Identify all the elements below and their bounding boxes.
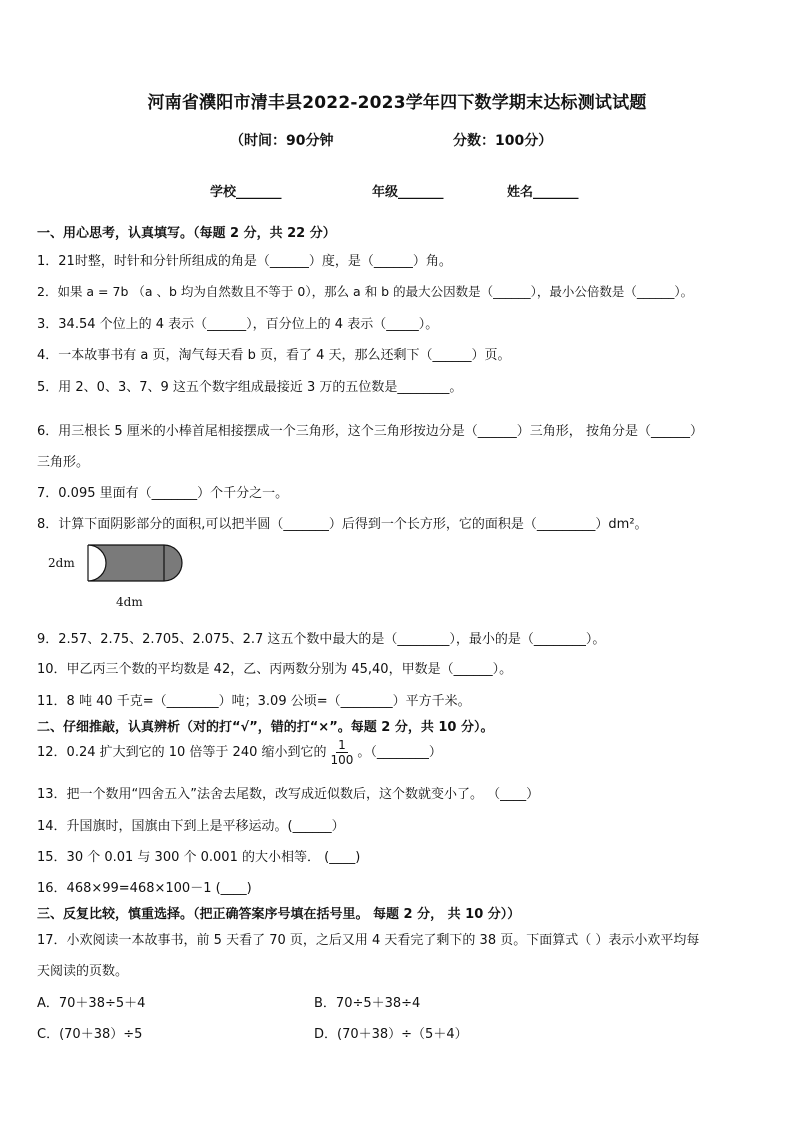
fraction-numerator: 1 [338, 738, 346, 752]
question-3: 3．34.54 个位上的 4 表示（______），百分位上的 4 表示（_____）。 [37, 317, 439, 332]
question-5: 5．用 2、0、3、7、9 这五个数字组成最接近 3 万的五位数是________。 [37, 380, 463, 395]
question-1: 1．21时整，时针和分针所组成的角是（______）度，是（______）角。 [37, 254, 452, 269]
question-2: 2．如果 a = 7b （a 、b 均为自然数且不等于 0），那么 a 和 b 的最大公因数是（______），最小公倍数是（______）。 [37, 284, 694, 299]
question-7: 7．0.095 里面有（_______）个千分之一。 [37, 486, 289, 501]
section-3-heading: 三、反复比较，慎重选择。（把正确答案序号填在括号里。 每题 2 分， 共 10 分）） [37, 907, 521, 922]
option-a[interactable]: A．70＋38÷5＋4 [37, 996, 146, 1011]
time-label: （时间：90分钟 [230, 133, 334, 149]
fraction [329, 738, 356, 767]
question-15: 15．30 个 0.01 与 300 个 0.001 的大小相等． (____) [37, 850, 361, 865]
height-label: 2dm [48, 556, 75, 570]
question-4: 4．一本故事书有 a 页，淘气每天看 b 页，看了 4 天，那么还剩下（______）页。 [37, 348, 511, 363]
option-d[interactable]: D．(70＋38）÷（5＋4） [314, 1027, 468, 1042]
option-b[interactable]: B．70÷5＋38÷4 [314, 996, 421, 1011]
section-2-heading: 二、仔细推敲，认真辨析（对的打“√”，错的打“×”。每题 2 分，共 10 分）。 [37, 720, 494, 735]
option-c[interactable]: C．(70＋38）÷5 [37, 1027, 143, 1042]
school-field[interactable]: 学校_______ [210, 185, 282, 200]
page-title: 河南省濮阳市清丰县2022-2023学年四下数学期末达标测试试题 [147, 93, 647, 113]
shaded-region [88, 545, 182, 581]
score-label: 分数：100分） [453, 133, 553, 149]
question-8: 8．计算下面阴影部分的面积,可以把半圆（_______）后得到一个长方形，它的面积是（_________）dm²。 [37, 517, 648, 532]
question-12-text: 12．0.24 扩大到它的 10 倍等于 240 缩小到它的 [37, 745, 327, 760]
grade-field[interactable]: 年级_______ [372, 185, 444, 200]
section-1-heading: 一、用心思考，认真填写。（每题 2 分，共 22 分） [37, 226, 336, 241]
question-12-answer: 。（________） [357, 745, 442, 760]
name-field[interactable]: 姓名_______ [507, 185, 579, 200]
question-11: 11．8 吨 40 千克=（________）吨；3.09 公顷=（________）平方千米。 [37, 694, 471, 709]
question-6: 6．用三根长 5 厘米的小棒首尾相接摆成一个三角形，这个三角形按边分是（______）三角形， 按角分是（______） [37, 424, 703, 439]
fraction-denominator: 100 [330, 753, 354, 767]
question-12 [37, 738, 442, 767]
question-13: 13．把一个数用“四舍五入”法舍去尾数，改写成近似数后，这个数就变小了。 （____） [37, 787, 540, 802]
question-14: 14．升国旗时，国旗由下到上是平移运动。(______） [37, 819, 345, 834]
question-17: 17．小欢阅读一本故事书，前 5 天看了 70 页，之后又用 4 天看完了剩下的 38 页。下面算式（ ）表示小欢平均每 [37, 933, 700, 948]
question-16: 16．468×99=468×100－1 (____) [37, 881, 252, 896]
question-17-continued: 天阅读的页数。 [37, 964, 129, 979]
shaded-area-figure [40, 540, 210, 615]
width-label: 4dm [116, 595, 143, 609]
question-10: 10．甲乙丙三个数的平均数是 42，乙、丙两数分别为 45,40，甲数是（______）。 [37, 662, 513, 677]
question-9: 9．2.57、2.75、2.705、2.075、2.7 这五个数中最大的是（________），最小的是（________）。 [37, 632, 606, 647]
question-6-continued: 三角形。 [37, 455, 90, 470]
